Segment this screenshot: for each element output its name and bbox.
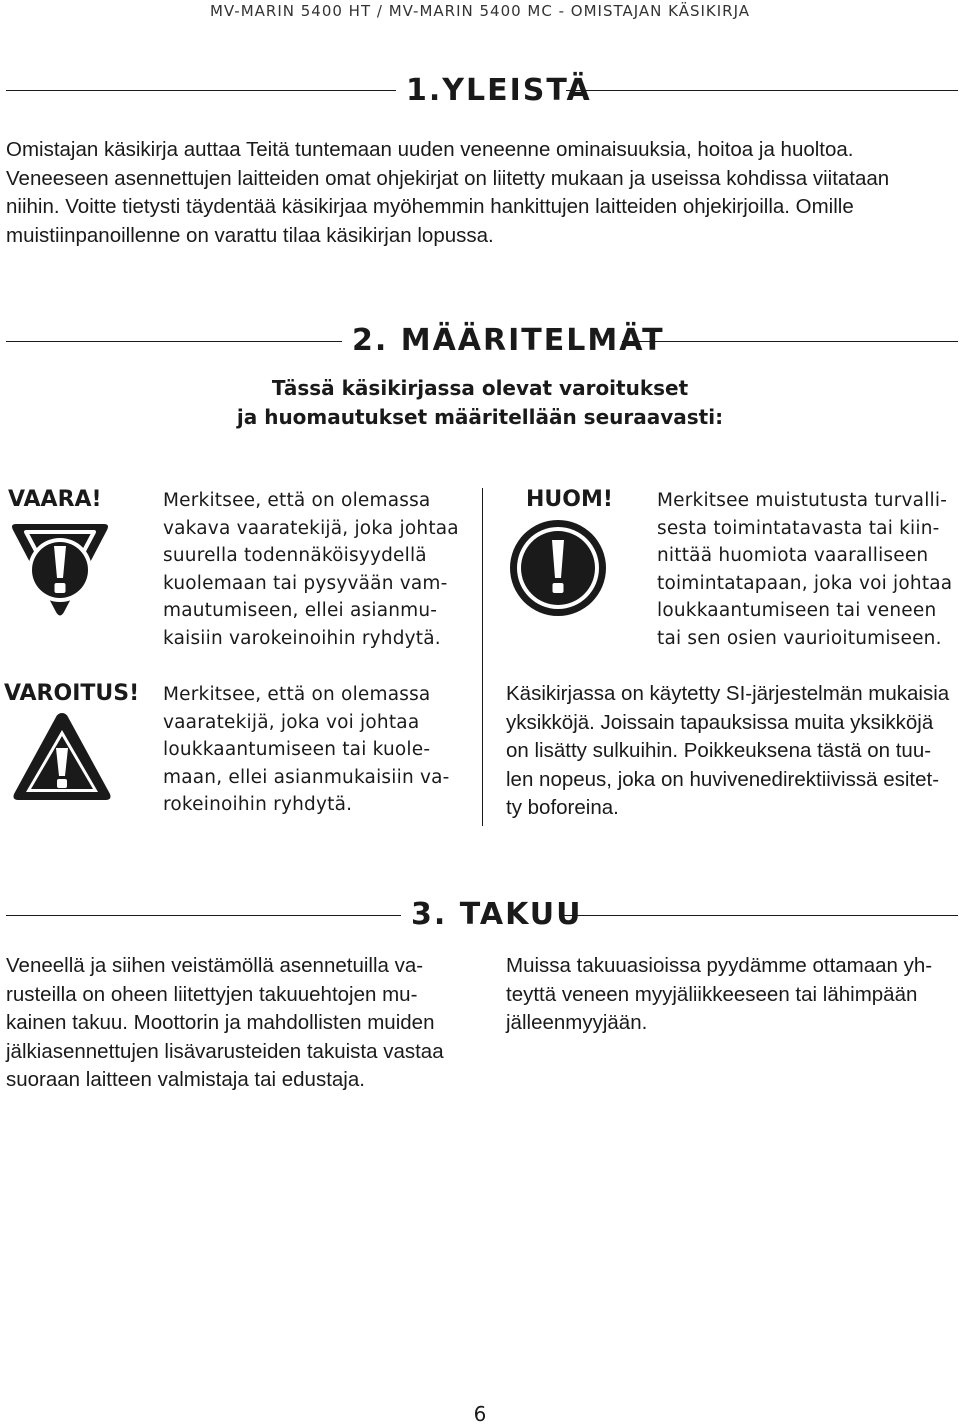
varoitus-label: VAROITUS! <box>4 681 140 706</box>
vaara-label: VAARA! <box>8 487 102 512</box>
huom-line: nittää huomiota vaaralliseen <box>657 545 929 566</box>
varoitus-line: loukkaantumiseen tai kuole- <box>163 739 431 760</box>
notice-circle-icon <box>508 518 608 618</box>
vaara-text <box>163 487 473 652</box>
si-line: Käsikirjassa on käytetty SI-järjestelmän mukaisia <box>506 682 950 705</box>
running-header: MV-MARIN 5400 HT / MV-MARIN 5400 MC - OMISTAJAN KÄSIKIRJA <box>209 2 751 20</box>
varoitus-text <box>163 681 473 819</box>
varoitus-line: vaaratekijä, joka voi johtaa <box>163 711 420 733</box>
subtitle-line: Tässä käsikirjassa olevat varoitukset <box>271 376 689 400</box>
vaara-line: Merkitsee, että on olemassa <box>163 490 431 511</box>
takuu-left-line: suoraan laitteen valmistaja tai edustaja. <box>6 1068 365 1091</box>
huom-label: HUOM! <box>526 487 613 512</box>
body-line: Omistajan käsikirja auttaa Teitä tuntemaan uuden veneenne ominaisuuksia, hoitoa ja huoltoa. <box>6 138 854 161</box>
huom-line: tai sen osien vaurioitumiseen. <box>657 627 942 649</box>
takuu-left-line: rusteilla on oheen liitettyjen takuuehtojen mu- <box>6 982 418 1006</box>
takuu-left-line: jälkiasennettujen lisävarusteiden takuista vastaa <box>6 1039 444 1063</box>
takuu-left-text <box>6 952 466 1095</box>
section3-title: 3. TAKUU <box>411 897 583 932</box>
section2-subtitle <box>0 374 960 432</box>
section2-rule-right <box>622 341 958 342</box>
section1-rule-left <box>6 90 396 91</box>
huom-text <box>657 487 960 652</box>
takuu-right-line: teyttä veneen myyjäliikkeeseen tai lähimpään <box>506 982 918 1006</box>
huom-line: Merkitsee muistutusta turvalli- <box>657 490 948 511</box>
subtitle-line: ja huomautukset määritellään seuraavasti: <box>236 405 724 429</box>
varoitus-line: maan, ellei asianmukaisiin va- <box>163 766 450 788</box>
section2-title: 2. MÄÄRITELMÄT <box>352 323 665 358</box>
body-line: niihin. Voitte tietysti täydentää käsikirjaa myöhemmin hankittujen laitteiden ohjekirjoilla. Omille <box>6 195 854 218</box>
column-divider <box>482 488 483 826</box>
vaara-line: kuolemaan tai pysyvään vam- <box>163 572 448 594</box>
si-line: on lisätty sulkuihin. Poikkeuksena tästä on tuu- <box>506 739 932 762</box>
section1-rule-right <box>566 90 958 91</box>
vaara-line: mautumiseen, ellei asianmu- <box>163 600 438 621</box>
vaara-line: suurella todennäköisyydellä <box>163 545 427 566</box>
section1-body <box>6 136 960 250</box>
si-units-text <box>506 680 960 823</box>
section3-rule-left <box>6 915 401 916</box>
varoitus-line: rokeinoihin ryhdytä. <box>163 794 353 815</box>
body-line: Veneeseen asennettujen laitteiden omat ohjekirjat on liitetty mukaan ja useissa kohdissa viitataan <box>6 166 890 190</box>
vaara-line: vakava vaaratekijä, joka johtaa <box>163 517 459 539</box>
si-line: ty boforeina. <box>506 796 619 819</box>
section3-rule-right <box>561 915 958 916</box>
page-number: 6 <box>473 1402 487 1426</box>
si-line: len nopeus, joka on huvivenedirektiivissä esitet- <box>506 767 940 791</box>
huom-line: loukkaantumiseen tai veneen <box>657 600 937 621</box>
warning-triangle-icon <box>10 710 114 804</box>
takuu-left-line: Veneellä ja siihen veistämöllä asennetuilla va- <box>6 954 424 977</box>
takuu-right-line: jälleenmyyjään. <box>506 1011 648 1034</box>
danger-exclamation-icon <box>8 520 112 622</box>
takuu-right-text <box>506 952 960 1038</box>
section2-rule-left <box>6 341 342 342</box>
body-line: muistiinpanoillenne on varattu tilaa käsikirjan lopussa. <box>6 223 494 247</box>
huom-line: sesta toimintatavasta tai kiin- <box>657 517 940 539</box>
si-line: yksikköjä. Joissain tapauksissa muita yksikköjä <box>506 710 934 734</box>
huom-line: toimintatapaan, joka voi johtaa <box>657 572 953 594</box>
takuu-right-line: Muissa takuuasioissa pyydämme ottamaan yh- <box>506 954 933 977</box>
varoitus-line: Merkitsee, että on olemassa <box>163 684 431 705</box>
vaara-line: kaisiin varokeinoihin ryhdytä. <box>163 627 441 649</box>
takuu-left-line: kainen takuu. Moottorin ja mahdollisten muiden <box>6 1011 435 1034</box>
section1-title: 1.YLEISTÄ <box>406 73 592 108</box>
